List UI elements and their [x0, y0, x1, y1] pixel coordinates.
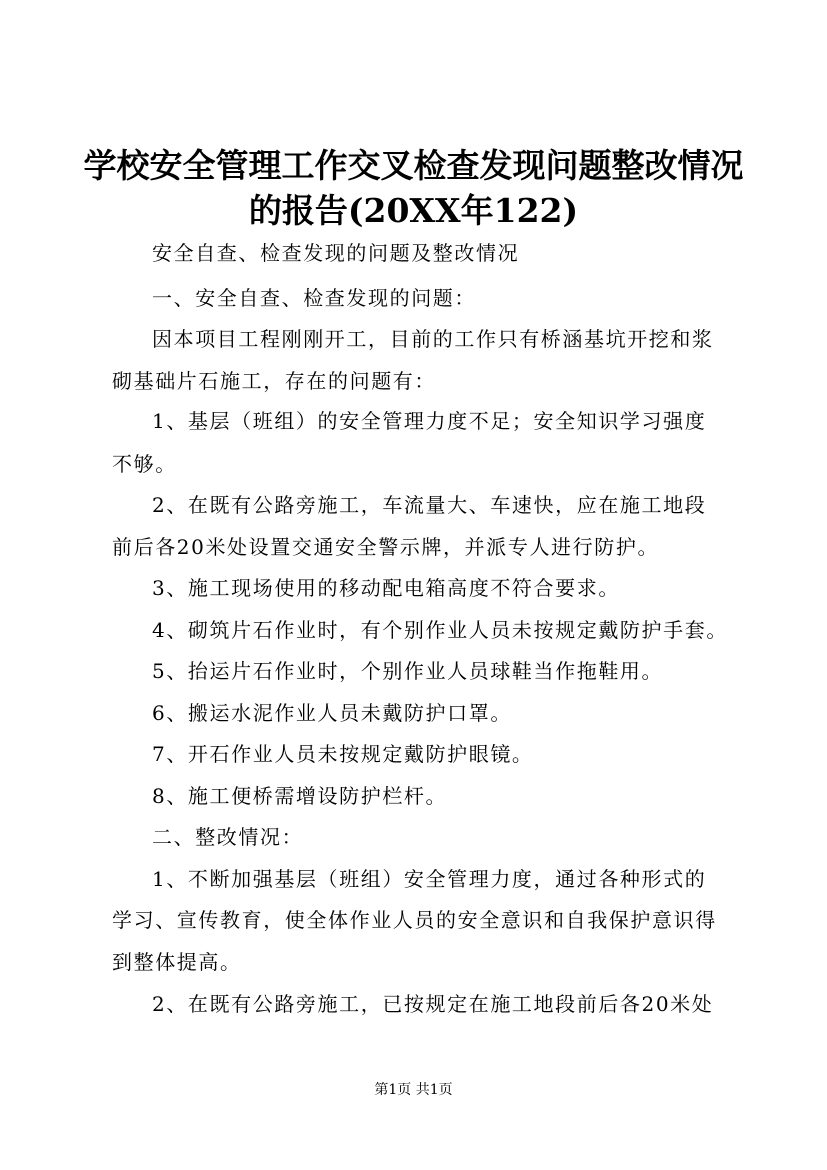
- paragraph-line: 2、在既有公路旁施工，车流量大、车速快，应在施工地段: [152, 493, 707, 517]
- paragraph-line: 前后各20米处设置交通安全警示牌，并派专人进行防护。: [112, 535, 660, 559]
- paragraph-line: 二、整改情况：: [152, 825, 304, 849]
- paragraph-line: 学习、宣传教育，使全体作业人员的安全意识和自我保护意识得: [112, 908, 717, 932]
- paragraph-line: 7、开石作业人员未按规定戴防护眼镜。: [152, 742, 534, 766]
- paragraph-line: 3、施工现场使用的移动配电箱高度不符合要求。: [152, 576, 620, 600]
- paragraph-line: 2、在既有公路旁施工，已按规定在施工地段前后各20米处: [152, 992, 714, 1016]
- paragraph-line: 到整体提高。: [112, 950, 242, 974]
- paragraph-line: 6、搬运水泥作业人员未戴防护口罩。: [152, 701, 512, 725]
- document-title-line-2: 的报告(20XX年122): [248, 191, 579, 230]
- paragraph-line: 因本项目工程刚刚开工，目前的工作只有桥涵基坑开挖和浆: [152, 327, 714, 351]
- paragraph-line: 5、抬运片石作业时，个别作业人员球鞋当作拖鞋用。: [152, 659, 664, 683]
- paragraph-line: 1、不断加强基层（班组）安全管理力度，通过各种形式的: [152, 867, 707, 891]
- document-title-line-1: 学校安全管理工作交叉检查发现问题整改情况: [83, 146, 744, 185]
- paragraph-line: 安全自查、检查发现的问题及整改情况: [152, 241, 520, 265]
- paragraph-line: 砌基础片石施工，存在的问题有：: [112, 369, 436, 393]
- paragraph-line: 一、安全自查、检查发现的问题：: [152, 286, 476, 310]
- paragraph-line: 1、基层（班组）的安全管理力度不足；安全知识学习强度: [152, 409, 707, 433]
- page-footer: 第1页 共1页: [374, 1082, 453, 1098]
- paragraph-line: 不够。: [112, 452, 177, 476]
- paragraph-line: 4、砌筑片石作业时，有个别作业人员未按规定戴防护手套。: [152, 618, 728, 642]
- paragraph-line: 8、施工便桥需增设防护栏杆。: [152, 784, 448, 808]
